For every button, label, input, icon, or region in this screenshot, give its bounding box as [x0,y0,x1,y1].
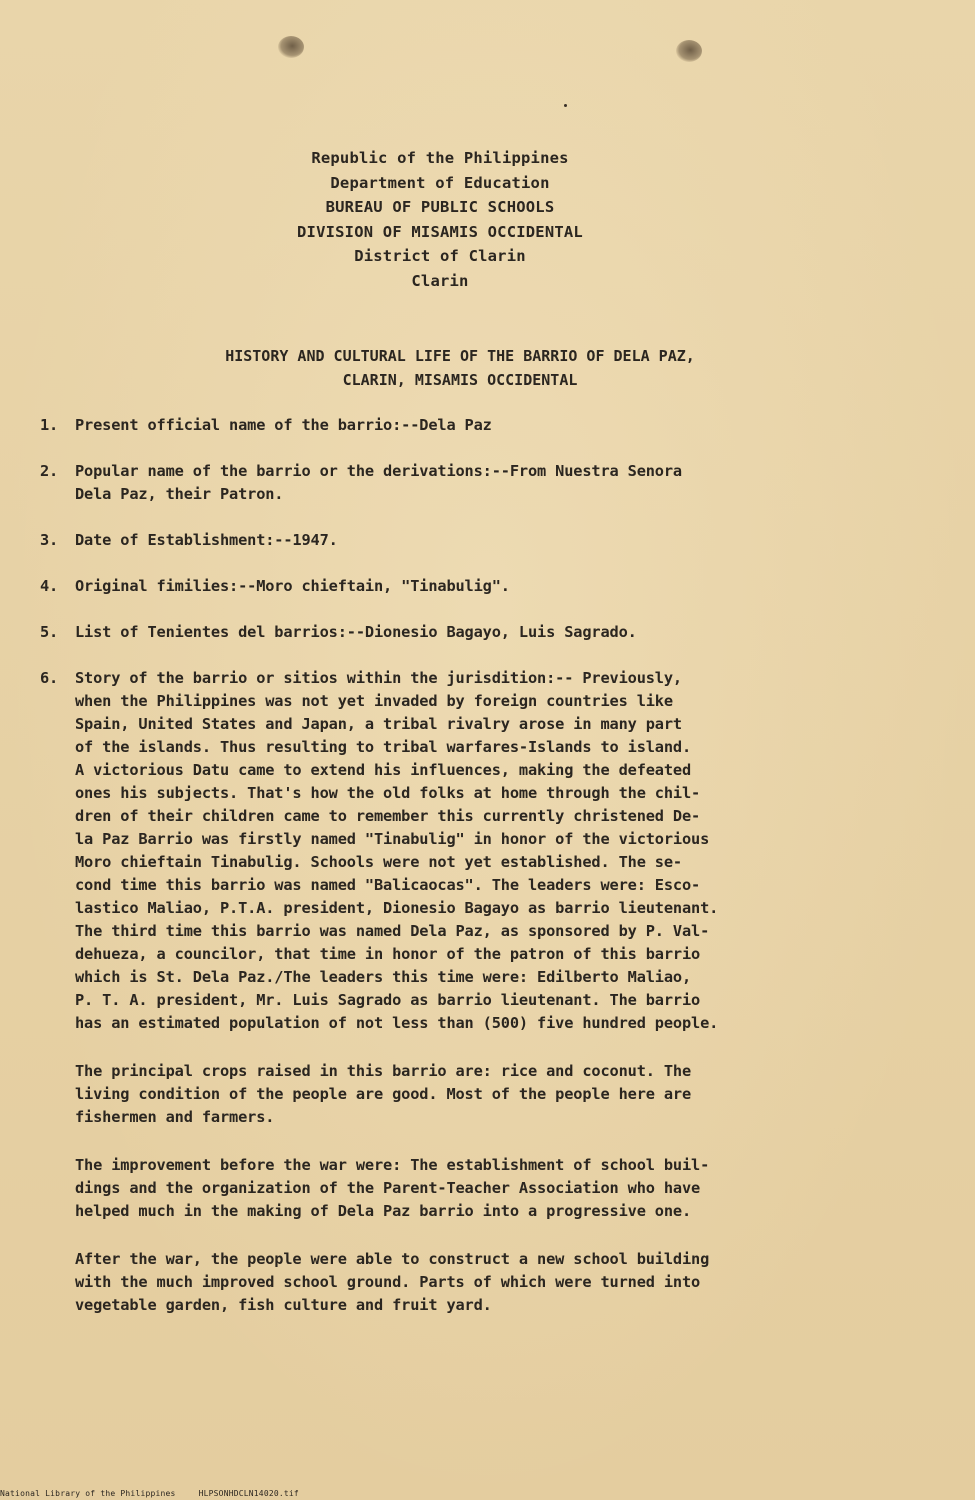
scan-footer [0,1489,317,1498]
text-line: P. T. A. president, Mr. Luis Sagrado as barrio lieutenant. The barrio [75,991,701,1009]
text-line: dren of their children came to remember this currently christened De- [75,807,701,825]
letterhead [150,146,730,293]
letterhead-line: Department of Education [330,173,550,192]
item-text [75,621,950,644]
text-line: The principal crops raised in this barrio are: rice and coconut. The [75,1062,692,1080]
text-line: dehueza, a councilor, that time in honor of the patron of this barrio [75,945,701,963]
numbered-item [40,575,950,598]
text-line: which is St. Dela Paz./The leaders this time were: Edilberto Maliao, [75,968,692,986]
document-body [40,414,950,1317]
item-number: 3. [40,531,59,549]
paragraph-improvement [40,1154,950,1223]
text-line: Present official name of the barrio:--Dela Paz [75,416,492,434]
item-text [75,529,950,552]
text-line: Story of the barrio or sitios within the jurisdition:-- Previously, [75,669,682,687]
item-text [75,575,950,598]
numbered-item [40,621,950,644]
paragraph-after-war [40,1248,950,1317]
ink-dot [564,104,567,107]
text-line: lastico Maliao, P.T.A. president, Dionesio Bagayo as barrio lieutenant. [75,899,719,917]
item-text [75,460,950,506]
text-line: dings and the organization of the Parent-Teacher Association who have [75,1179,701,1197]
text-line: Spain, United States and Japan, a tribal rivalry arose in many part [75,715,682,733]
text-line: ones his subjects. That's how the old folks at home through the chil- [75,784,701,802]
title-line: HISTORY AND CULTURAL LIFE OF THE BARRIO OF DELA PAZ, [225,347,695,365]
text-line: Popular name of the barrio or the derivations:--From Nuestra Senora [75,462,682,480]
numbered-item [40,667,950,1035]
text-line: helped much in the making of Dela Paz barrio into a progressive one. [75,1202,692,1220]
punch-hole-right [676,40,702,62]
text-line: After the war, the people were able to construct a new school building [75,1250,710,1268]
text-line: of the islands. Thus resulting to tribal warfares-Islands to island. [75,738,692,756]
letterhead-line: Clarin [411,271,469,290]
letterhead-line: BUREAU OF PUBLIC SCHOOLS [325,198,555,216]
text-line: Original fimilies:--Moro chieftain, "Tinabulig". [75,577,510,595]
letterhead-line: DIVISION OF MISAMIS OCCIDENTAL [297,222,583,241]
document-title [100,344,820,392]
numbered-item [40,529,950,552]
item-number: 6. [40,669,59,687]
item-number: 1. [40,416,59,434]
title-line: CLARIN, MISAMIS OCCIDENTAL [342,371,578,389]
item-text [75,667,950,1035]
text-line: la Paz Barrio was firstly named "Tinabulig" in honor of the victorious [75,830,710,848]
text-line: A victorious Datu came to extend his influences, making the defeated [75,761,692,779]
item-number: 4. [40,577,59,595]
text-line: Dela Paz, their Patron. [75,485,284,503]
letterhead-line: District of Clarin [354,247,526,265]
numbered-item [40,460,950,506]
text-line: List of Tenientes del barrios:--Dionesio Bagayo, Luis Sagrado. [75,623,637,641]
text-line: Date of Establishment:--1947. [75,531,338,549]
text-line: The improvement before the war were: The establishment of school buil- [75,1156,710,1174]
text-line: has an estimated population of not less than (500) five hundred people. [75,1014,719,1032]
text-line: Moro chieftain Tinabulig. Schools were not yet established. The se- [75,853,682,871]
punch-hole-left [278,36,304,58]
library-label: National Library of the Philippines [0,1489,176,1498]
text-line: when the Philippines was not yet invaded by foreign countries like [75,692,673,710]
text-line: cond time this barrio was named "Balicaocas". The leaders were: Esco- [75,876,701,894]
item-number: 2. [40,462,59,480]
item-text [75,414,950,437]
paragraph-crops [40,1060,950,1129]
text-line: living condition of the people are good. Most of the people here are [75,1085,692,1103]
numbered-item [40,414,950,437]
file-label: HLPSONHDCLN14020.tif [198,1489,299,1498]
letterhead-line: Republic of the Philippines [311,149,569,167]
item-number: 5. [40,623,59,641]
text-line: The third time this barrio was named Dela Paz, as sponsored by P. Val- [75,922,710,940]
text-line: vegetable garden, fish culture and fruit yard. [75,1296,492,1314]
text-line: with the much improved school ground. Parts of which were turned into [75,1273,701,1291]
text-line: fishermen and farmers. [75,1108,275,1126]
